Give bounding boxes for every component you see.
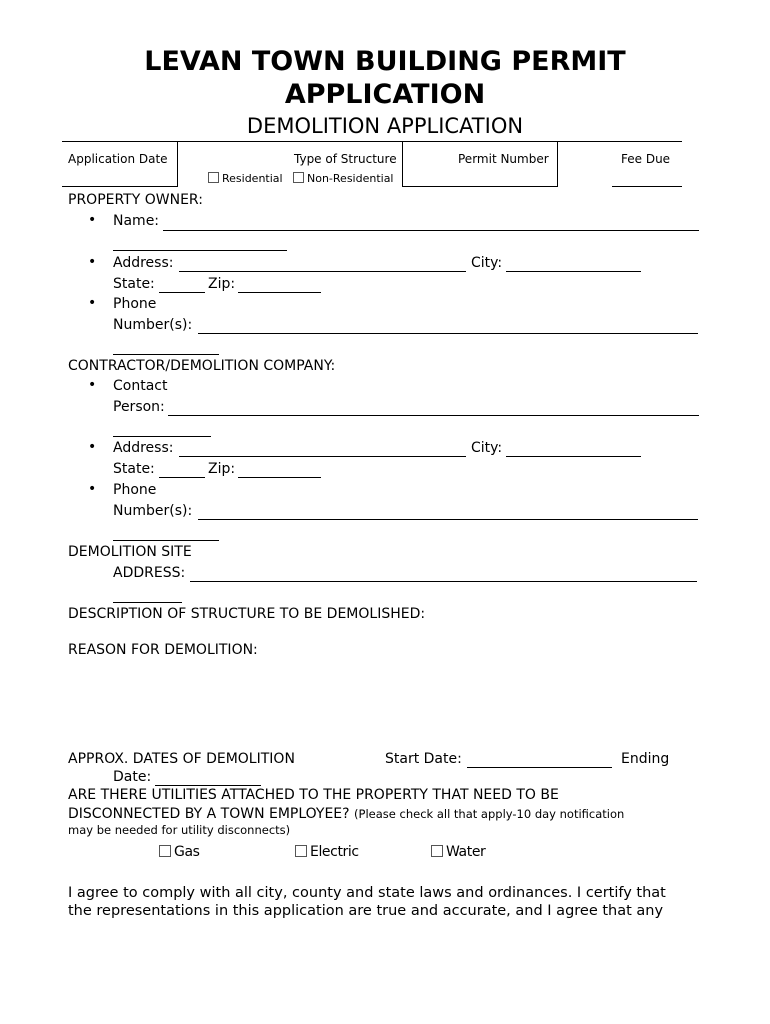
start-date-label: Start Date:	[385, 751, 462, 767]
owner-state-label: State:	[113, 276, 155, 292]
owner-phone-field[interactable]	[198, 333, 698, 334]
utilities-note-line2: may be needed for utility disconnects)	[68, 823, 291, 837]
property-owner-heading: PROPERTY OWNER:	[68, 192, 203, 208]
ending-label: Ending	[621, 751, 670, 767]
non-residential-checkbox[interactable]	[293, 172, 304, 183]
contractor-address-field[interactable]	[179, 456, 466, 457]
page-subtitle: DEMOLITION APPLICATION	[246, 114, 524, 138]
electric-checkbox[interactable]	[295, 845, 307, 857]
contractor-zip-label: Zip:	[208, 461, 236, 477]
bullet: •	[88, 481, 97, 497]
owner-state-field[interactable]	[159, 292, 205, 293]
utilities-question-line2: DISCONNECTED BY A TOWN EMPLOYEE?	[68, 806, 350, 822]
fee-due-line[interactable]	[612, 186, 682, 187]
contractor-city-field[interactable]	[506, 456, 641, 457]
contractor-contact-label-2: Person:	[113, 399, 165, 415]
application-date-label: Application Date	[68, 152, 168, 166]
water-checkbox[interactable]	[431, 845, 443, 857]
table-top-border	[62, 141, 682, 142]
description-label: DESCRIPTION OF STRUCTURE TO BE DEMOLISHED:	[68, 606, 426, 622]
gas-checkbox[interactable]	[159, 845, 171, 857]
agreement-line2: the representations in this application are true and accurate, and I agree that any	[68, 903, 664, 919]
page-title-line1: LEVAN TOWN BUILDING PERMIT	[144, 46, 626, 77]
contractor-phone-label-2: Number(s):	[113, 503, 193, 519]
bullet: •	[88, 439, 97, 455]
site-address-label: ADDRESS:	[113, 565, 186, 581]
electric-option[interactable]	[295, 843, 359, 861]
agreement-line1: I agree to comply with all city, county and state laws and ordinances. I certify that	[68, 885, 666, 901]
demolition-dates-label: APPROX. DATES OF DEMOLITION	[68, 751, 295, 767]
bullet: •	[88, 254, 97, 270]
contractor-state-label: State:	[113, 461, 155, 477]
non-residential-option[interactable]	[293, 172, 394, 185]
owner-city-field[interactable]	[506, 271, 641, 272]
utilities-note-line1: (Please check all that apply-10 day notification	[354, 807, 625, 821]
gas-option[interactable]	[159, 843, 200, 861]
residential-option[interactable]	[208, 172, 283, 185]
owner-phone-label-1: Phone	[113, 296, 157, 312]
electric-label: Electric	[310, 844, 359, 860]
table-divider	[402, 141, 403, 187]
water-option[interactable]	[431, 843, 485, 861]
contractor-contact-label-1: Contact	[113, 378, 168, 394]
owner-city-label: City:	[471, 255, 503, 271]
contractor-heading: CONTRACTOR/DEMOLITION COMPANY:	[68, 358, 336, 374]
owner-zip-label: Zip:	[208, 276, 236, 292]
permit-number-label: Permit Number	[458, 152, 549, 166]
owner-name-field[interactable]	[163, 230, 699, 231]
owner-phone-field-cont[interactable]	[113, 354, 219, 355]
table-divider	[557, 141, 558, 187]
contractor-phone-field[interactable]	[198, 519, 698, 520]
contractor-city-label: City:	[471, 440, 503, 456]
site-address-field[interactable]	[190, 581, 697, 582]
non-residential-label: Non-Residential	[307, 172, 394, 185]
page-title-line2: APPLICATION	[284, 79, 486, 110]
utilities-question-line1: ARE THERE UTILITIES ATTACHED TO THE PROPERTY THAT NEED TO BE	[68, 787, 559, 803]
table-divider	[177, 141, 178, 187]
bullet: •	[88, 295, 97, 311]
residential-label: Residential	[222, 172, 283, 185]
bullet: •	[88, 212, 97, 228]
owner-zip-field[interactable]	[238, 292, 321, 293]
contractor-contact-field[interactable]	[168, 415, 699, 416]
water-label: Water	[446, 844, 486, 860]
application-date-line[interactable]	[62, 186, 177, 187]
contractor-phone-label-1: Phone	[113, 482, 157, 498]
residential-checkbox[interactable]	[208, 172, 219, 183]
site-address-field-cont[interactable]	[113, 602, 182, 603]
permit-number-line[interactable]	[402, 186, 557, 187]
reason-label: REASON FOR DEMOLITION:	[68, 642, 258, 658]
contractor-zip-field[interactable]	[238, 477, 321, 478]
contractor-state-field[interactable]	[159, 477, 205, 478]
structure-type-label: Type of Structure	[294, 152, 397, 166]
ending-date-label: Date:	[113, 769, 152, 785]
owner-name-label: Name:	[113, 213, 160, 229]
start-date-field[interactable]	[467, 767, 612, 768]
contractor-contact-field-cont[interactable]	[113, 436, 211, 437]
owner-address-label: Address:	[113, 255, 174, 271]
contractor-address-label: Address:	[113, 440, 174, 456]
contractor-phone-field-cont[interactable]	[113, 540, 219, 541]
gas-label: Gas	[174, 844, 200, 860]
utilities-question-line2-wrap	[68, 805, 624, 823]
fee-due-label: Fee Due	[621, 152, 671, 166]
owner-address-field[interactable]	[179, 271, 466, 272]
demolition-site-heading: DEMOLITION SITE	[68, 544, 192, 560]
owner-name-field-cont[interactable]	[113, 250, 287, 251]
bullet: •	[88, 377, 97, 393]
owner-phone-label-2: Number(s):	[113, 317, 193, 333]
